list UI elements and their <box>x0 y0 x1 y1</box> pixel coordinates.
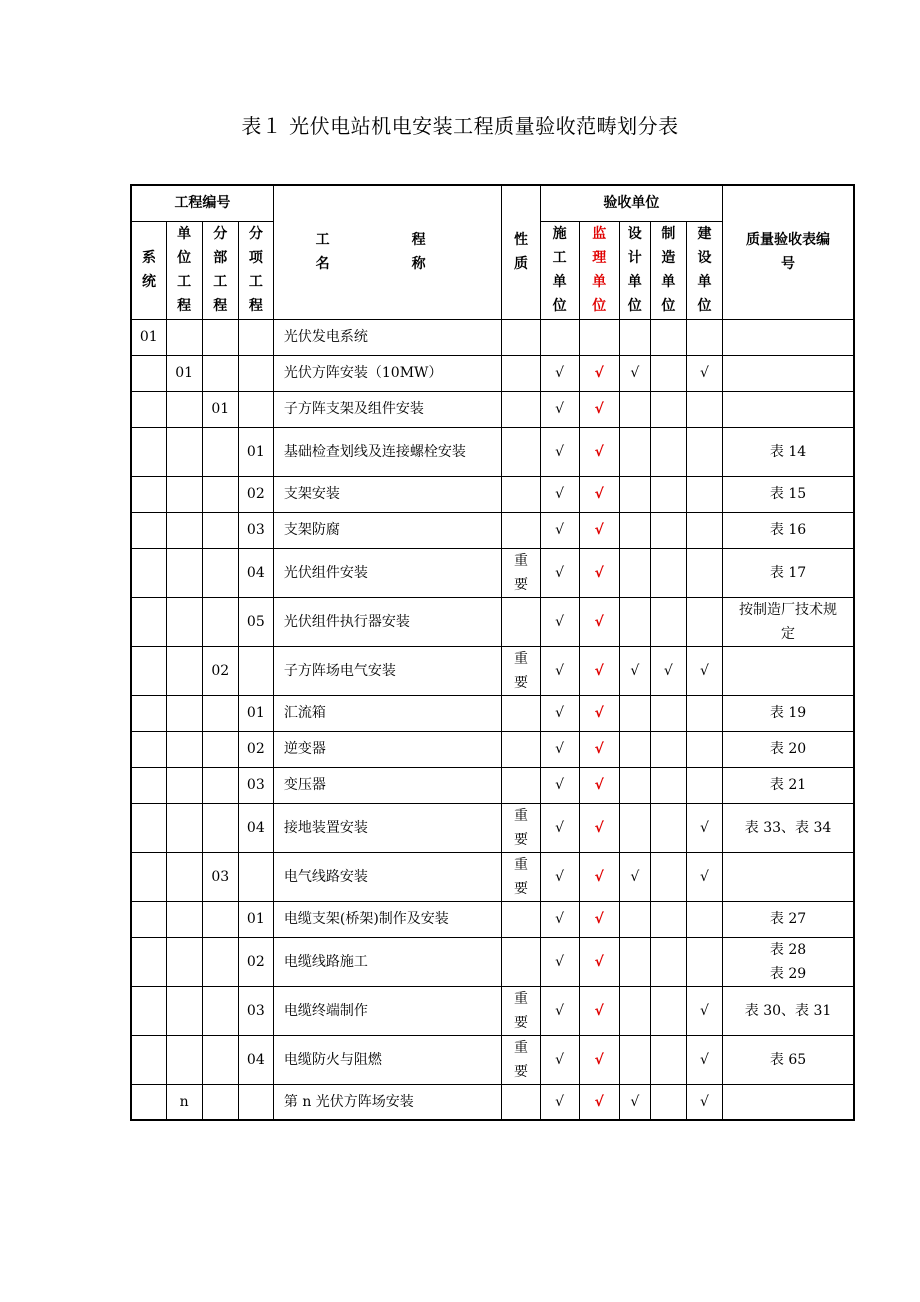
cell-design-check <box>619 901 650 937</box>
cell-project-name: 电缆终端制作 <box>273 986 502 1035</box>
table-row <box>131 695 854 731</box>
cell-supervision-check: √ <box>579 1035 619 1084</box>
cell-item-project: 04 <box>238 548 273 597</box>
cell-nature <box>502 901 540 937</box>
cell-division-project <box>202 1035 238 1084</box>
header-owner-unit: 建设单位 <box>686 221 722 319</box>
cell-owner-check <box>686 391 722 427</box>
cell-manufacturer-check <box>650 852 686 901</box>
cell-unit-project: 01 <box>166 355 202 391</box>
cell-manufacturer-check <box>650 427 686 476</box>
cell-project-name: 光伏方阵安装（10MW） <box>273 355 502 391</box>
cell-nature <box>502 355 540 391</box>
cell-project-name: 子方阵场电气安装 <box>273 646 502 695</box>
cell-supervision-check: √ <box>579 986 619 1035</box>
cell-nature <box>502 427 540 476</box>
cell-design-check <box>619 319 650 355</box>
table-row <box>131 901 854 937</box>
cell-design-check <box>619 937 650 986</box>
cell-construction-check: √ <box>540 731 579 767</box>
cell-system <box>131 512 166 548</box>
cell-manufacturer-check <box>650 1084 686 1120</box>
cell-system <box>131 391 166 427</box>
cell-owner-check: √ <box>686 646 722 695</box>
table-row <box>131 646 854 695</box>
cell-design-check <box>619 986 650 1035</box>
cell-design-check <box>619 695 650 731</box>
cell-supervision-check: √ <box>579 1084 619 1120</box>
cell-design-check <box>619 476 650 512</box>
cell-supervision-check: √ <box>579 901 619 937</box>
cell-item-project: 04 <box>238 1035 273 1084</box>
cell-division-project <box>202 548 238 597</box>
cell-owner-check <box>686 319 722 355</box>
cell-quality-form: 表 28 表 29 <box>723 937 854 986</box>
cell-construction-check: √ <box>540 937 579 986</box>
cell-owner-check <box>686 937 722 986</box>
cell-system <box>131 427 166 476</box>
cell-unit-project <box>166 597 202 646</box>
cell-project-name: 电缆线路施工 <box>273 937 502 986</box>
table-row <box>131 803 854 852</box>
cell-supervision-check: √ <box>579 355 619 391</box>
cell-quality-form: 表 14 <box>723 427 854 476</box>
cell-division-project <box>202 767 238 803</box>
header-construction-unit: 施工单位 <box>540 221 579 319</box>
cell-quality-form: 按制造厂技术规定 <box>723 597 854 646</box>
cell-item-project <box>238 646 273 695</box>
cell-construction-check: √ <box>540 852 579 901</box>
cell-manufacturer-check <box>650 512 686 548</box>
cell-division-project: 03 <box>202 852 238 901</box>
cell-quality-form: 表 21 <box>723 767 854 803</box>
cell-division-project <box>202 512 238 548</box>
cell-unit-project <box>166 646 202 695</box>
cell-construction-check: √ <box>540 695 579 731</box>
cell-design-check <box>619 597 650 646</box>
cell-item-project <box>238 1084 273 1120</box>
cell-project-name: 支架安装 <box>273 476 502 512</box>
cell-system <box>131 597 166 646</box>
cell-owner-check <box>686 476 722 512</box>
cell-item-project: 01 <box>238 901 273 937</box>
cell-division-project <box>202 695 238 731</box>
cell-design-check <box>619 548 650 597</box>
cell-system <box>131 695 166 731</box>
cell-division-project <box>202 937 238 986</box>
cell-item-project: 02 <box>238 476 273 512</box>
table-row <box>131 319 854 355</box>
cell-supervision-check: √ <box>579 391 619 427</box>
cell-nature <box>502 391 540 427</box>
header-project-number: 工程编号 <box>131 185 273 221</box>
cell-supervision-check: √ <box>579 852 619 901</box>
cell-unit-project: n <box>166 1084 202 1120</box>
cell-system <box>131 548 166 597</box>
header-acceptance-units: 验收单位 <box>540 185 723 221</box>
cell-nature: 重要 <box>502 1035 540 1084</box>
cell-unit-project <box>166 1035 202 1084</box>
cell-division-project <box>202 1084 238 1120</box>
cell-construction-check: √ <box>540 476 579 512</box>
cell-nature <box>502 512 540 548</box>
cell-project-name: 电气线路安装 <box>273 852 502 901</box>
table-row <box>131 986 854 1035</box>
header-project-name: 工 程 名 称 <box>273 185 502 319</box>
header-unit-project: 单位工程 <box>166 221 202 319</box>
cell-quality-form: 表 30、表 31 <box>723 986 854 1035</box>
table-row <box>131 731 854 767</box>
cell-project-name: 子方阵支架及组件安装 <box>273 391 502 427</box>
cell-design-check <box>619 512 650 548</box>
cell-project-name: 电缆防火与阻燃 <box>273 1035 502 1084</box>
cell-division-project <box>202 355 238 391</box>
cell-manufacturer-check <box>650 476 686 512</box>
cell-nature: 重要 <box>502 803 540 852</box>
cell-construction-check: √ <box>540 803 579 852</box>
cell-system <box>131 476 166 512</box>
cell-unit-project <box>166 731 202 767</box>
cell-project-name: 变压器 <box>273 767 502 803</box>
cell-manufacturer-check <box>650 986 686 1035</box>
cell-quality-form <box>723 646 854 695</box>
cell-design-check: √ <box>619 646 650 695</box>
cell-quality-form: 表 27 <box>723 901 854 937</box>
cell-system <box>131 852 166 901</box>
cell-design-check <box>619 391 650 427</box>
cell-design-check: √ <box>619 1084 650 1120</box>
cell-supervision-check: √ <box>579 646 619 695</box>
table-row <box>131 391 854 427</box>
cell-nature: 重要 <box>502 646 540 695</box>
cell-item-project <box>238 391 273 427</box>
header-system: 系统 <box>131 221 166 319</box>
cell-construction-check: √ <box>540 391 579 427</box>
cell-project-name: 逆变器 <box>273 731 502 767</box>
cell-construction-check: √ <box>540 512 579 548</box>
cell-manufacturer-check: √ <box>650 646 686 695</box>
cell-owner-check <box>686 731 722 767</box>
cell-nature <box>502 1084 540 1120</box>
table-row <box>131 852 854 901</box>
cell-manufacturer-check <box>650 695 686 731</box>
cell-owner-check <box>686 512 722 548</box>
cell-quality-form <box>723 852 854 901</box>
cell-item-project: 01 <box>238 695 273 731</box>
cell-design-check <box>619 1035 650 1084</box>
cell-project-name: 汇流箱 <box>273 695 502 731</box>
cell-project-name: 光伏发电系统 <box>273 319 502 355</box>
cell-unit-project <box>166 901 202 937</box>
header-division-project: 分部工程 <box>202 221 238 319</box>
cell-manufacturer-check <box>650 355 686 391</box>
cell-project-name: 接地装置安装 <box>273 803 502 852</box>
cell-item-project: 01 <box>238 427 273 476</box>
cell-manufacturer-check <box>650 731 686 767</box>
cell-owner-check: √ <box>686 852 722 901</box>
cell-item-project: 04 <box>238 803 273 852</box>
cell-quality-form: 表 17 <box>723 548 854 597</box>
cell-nature <box>502 767 540 803</box>
cell-item-project: 03 <box>238 512 273 548</box>
cell-item-project: 03 <box>238 767 273 803</box>
cell-nature: 重要 <box>502 852 540 901</box>
cell-quality-form: 表 33、表 34 <box>723 803 854 852</box>
cell-owner-check <box>686 427 722 476</box>
cell-supervision-check: √ <box>579 512 619 548</box>
cell-owner-check <box>686 548 722 597</box>
cell-supervision-check: √ <box>579 767 619 803</box>
cell-project-name: 支架防腐 <box>273 512 502 548</box>
cell-unit-project <box>166 391 202 427</box>
table-row <box>131 1035 854 1084</box>
table-row <box>131 597 854 646</box>
cell-quality-form <box>723 319 854 355</box>
cell-quality-form: 表 20 <box>723 731 854 767</box>
cell-item-project: 02 <box>238 731 273 767</box>
cell-construction-check: √ <box>540 767 579 803</box>
cell-system: 01 <box>131 319 166 355</box>
cell-quality-form: 表 19 <box>723 695 854 731</box>
cell-manufacturer-check <box>650 548 686 597</box>
header-nature: 性质 <box>502 185 540 319</box>
cell-quality-form <box>723 391 854 427</box>
cell-owner-check: √ <box>686 1084 722 1120</box>
cell-unit-project <box>166 852 202 901</box>
cell-system <box>131 767 166 803</box>
cell-owner-check: √ <box>686 355 722 391</box>
cell-supervision-check <box>579 319 619 355</box>
cell-division-project <box>202 731 238 767</box>
header-supervision-unit: 监理单位 <box>579 221 619 319</box>
cell-supervision-check: √ <box>579 937 619 986</box>
cell-design-check <box>619 767 650 803</box>
cell-design-check <box>619 731 650 767</box>
cell-system <box>131 1035 166 1084</box>
cell-supervision-check: √ <box>579 597 619 646</box>
cell-item-project <box>238 355 273 391</box>
cell-owner-check <box>686 695 722 731</box>
cell-construction-check: √ <box>540 597 579 646</box>
cell-manufacturer-check <box>650 803 686 852</box>
cell-system <box>131 901 166 937</box>
page-title: 表１ 光伏电站机电安装工程质量验收范畴划分表 <box>241 114 679 138</box>
cell-system <box>131 646 166 695</box>
cell-construction-check: √ <box>540 986 579 1035</box>
cell-division-project <box>202 986 238 1035</box>
header-manufacturer-unit: 制造单位 <box>650 221 686 319</box>
cell-construction-check <box>540 319 579 355</box>
cell-manufacturer-check <box>650 767 686 803</box>
cell-owner-check: √ <box>686 803 722 852</box>
cell-unit-project <box>166 695 202 731</box>
cell-nature <box>502 937 540 986</box>
cell-quality-form <box>723 355 854 391</box>
cell-project-name: 第 n 光伏方阵场安装 <box>273 1084 502 1120</box>
cell-supervision-check: √ <box>579 731 619 767</box>
cell-construction-check: √ <box>540 548 579 597</box>
cell-nature: 重要 <box>502 986 540 1035</box>
table-row <box>131 548 854 597</box>
cell-construction-check: √ <box>540 355 579 391</box>
cell-supervision-check: √ <box>579 803 619 852</box>
cell-supervision-check: √ <box>579 476 619 512</box>
table-row <box>131 1084 854 1120</box>
cell-division-project <box>202 901 238 937</box>
cell-project-name: 电缆支架(桥架)制作及安装 <box>273 901 502 937</box>
cell-project-name: 光伏组件安装 <box>273 548 502 597</box>
table-row <box>131 427 854 476</box>
cell-division-project <box>202 597 238 646</box>
cell-unit-project <box>166 319 202 355</box>
cell-construction-check: √ <box>540 646 579 695</box>
header-design-unit: 设计单位 <box>619 221 650 319</box>
cell-manufacturer-check <box>650 901 686 937</box>
cell-item-project: 03 <box>238 986 273 1035</box>
cell-division-project <box>202 803 238 852</box>
cell-construction-check: √ <box>540 901 579 937</box>
cell-project-name: 光伏组件执行器安装 <box>273 597 502 646</box>
cell-unit-project <box>166 937 202 986</box>
cell-supervision-check: √ <box>579 427 619 476</box>
cell-system <box>131 986 166 1035</box>
cell-manufacturer-check <box>650 597 686 646</box>
cell-system <box>131 731 166 767</box>
cell-supervision-check: √ <box>579 695 619 731</box>
cell-supervision-check: √ <box>579 548 619 597</box>
cell-item-project <box>238 852 273 901</box>
cell-unit-project <box>166 548 202 597</box>
cell-system <box>131 803 166 852</box>
cell-unit-project <box>166 986 202 1035</box>
cell-system <box>131 355 166 391</box>
cell-construction-check: √ <box>540 1035 579 1084</box>
cell-quality-form: 表 15 <box>723 476 854 512</box>
cell-division-project <box>202 476 238 512</box>
cell-quality-form: 表 65 <box>723 1035 854 1084</box>
header-item-project: 分项工程 <box>238 221 273 319</box>
header-quality-form-number: 质量验收表编号 <box>723 185 854 319</box>
cell-division-project <box>202 427 238 476</box>
cell-manufacturer-check <box>650 1035 686 1084</box>
cell-owner-check <box>686 597 722 646</box>
cell-quality-form: 表 16 <box>723 512 854 548</box>
table-row <box>131 512 854 548</box>
cell-manufacturer-check <box>650 937 686 986</box>
cell-unit-project <box>166 476 202 512</box>
cell-manufacturer-check <box>650 391 686 427</box>
cell-nature <box>502 597 540 646</box>
cell-owner-check <box>686 767 722 803</box>
cell-unit-project <box>166 427 202 476</box>
table-row <box>131 937 854 986</box>
table-row <box>131 476 854 512</box>
cell-project-name: 基础检查划线及连接螺栓安装 <box>273 427 502 476</box>
cell-owner-check: √ <box>686 1035 722 1084</box>
cell-division-project <box>202 319 238 355</box>
cell-design-check: √ <box>619 852 650 901</box>
cell-owner-check: √ <box>686 986 722 1035</box>
cell-nature <box>502 731 540 767</box>
cell-item-project <box>238 319 273 355</box>
table-row <box>131 767 854 803</box>
cell-unit-project <box>166 767 202 803</box>
cell-design-check <box>619 427 650 476</box>
cell-nature: 重要 <box>502 548 540 597</box>
cell-manufacturer-check <box>650 319 686 355</box>
cell-nature <box>502 695 540 731</box>
cell-owner-check <box>686 901 722 937</box>
cell-unit-project <box>166 803 202 852</box>
cell-design-check <box>619 803 650 852</box>
table-row <box>131 355 854 391</box>
cell-system <box>131 937 166 986</box>
acceptance-division-table <box>130 184 855 1121</box>
cell-design-check: √ <box>619 355 650 391</box>
cell-division-project: 02 <box>202 646 238 695</box>
cell-construction-check: √ <box>540 1084 579 1120</box>
cell-construction-check: √ <box>540 427 579 476</box>
cell-system <box>131 1084 166 1120</box>
cell-item-project: 02 <box>238 937 273 986</box>
cell-division-project: 01 <box>202 391 238 427</box>
cell-item-project: 05 <box>238 597 273 646</box>
cell-unit-project <box>166 512 202 548</box>
cell-nature <box>502 319 540 355</box>
cell-nature <box>502 476 540 512</box>
cell-quality-form <box>723 1084 854 1120</box>
